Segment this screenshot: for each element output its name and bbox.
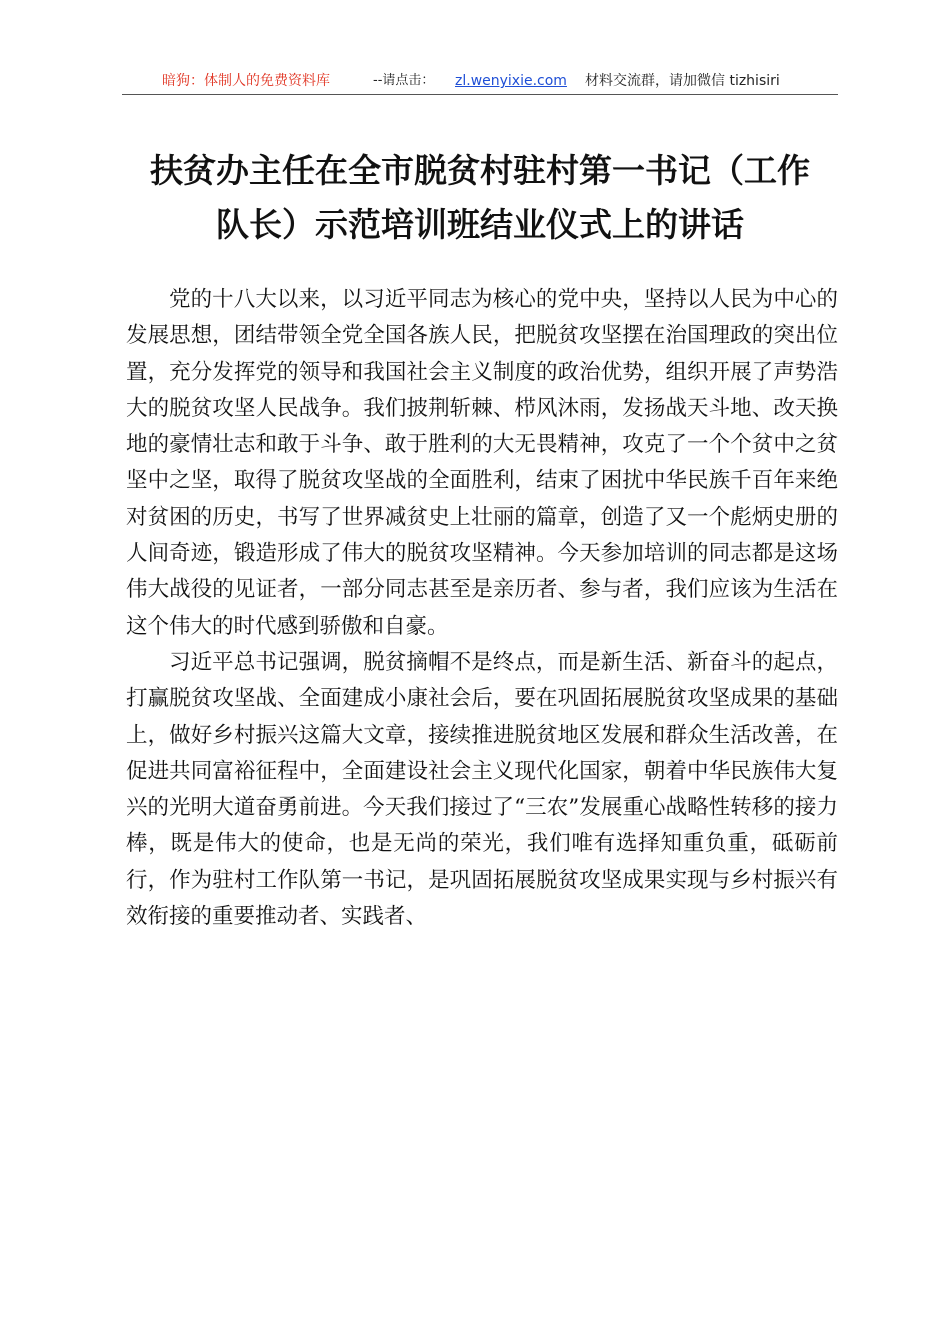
document-body: [126, 282, 838, 935]
document-title: [110, 144, 850, 252]
title-line-1: 扶贫办主任在全市脱贫村驻村第一书记（工作: [150, 151, 810, 190]
header-site-link[interactable]: zl.wenyixie.com: [455, 73, 567, 89]
header-brand-text: 暗狗：体制人的免费资料库: [162, 73, 330, 89]
body-paragraph: 习近平总书记强调，脱贫摘帽不是终点，而是新生活、新奋斗的起点，打赢脱贫攻坚战、全面建成小康社会后，要在巩固拓展脱贫攻坚成果的基础上，做好乡村振兴这篇大文章，接续推进脱贫地区发展和群众生活改善，在促进共同富裕征程中，全面建设社会主义现代化国家，朝着中华民族伟大复兴的光明大道奋勇前进。今天我们接过了“三农”发展重心战略性转移的接力棒，既是伟大的使命，也是无尚的荣光，我们唯有选择知重负重，砥砺前行，作为驻村工作队第一书记，是巩固拓展脱贫攻坚成果实现与乡村振兴有效衔接的重要推动者、实践者、: [126, 649, 838, 930]
header-wechat-text: 材料交流群，请加微信 tizhisiri: [585, 73, 780, 89]
body-paragraph: 党的十八大以来，以习近平同志为核心的党中央，坚持以人民为中心的发展思想，团结带领全党全国各族人民，把脱贫攻坚摆在治国理政的突出位置，充分发挥党的领导和我国社会主义制度的政治优势，组织开展了声势浩大的脱贫攻坚人民战争。我们披荆斩棘、栉风沐雨，发扬战天斗地、改天换地的豪情壮志和敢于斗争、敢于胜利的大无畏精神，攻克了一个个贫中之贫坚中之坚，取得了脱贫攻坚战的全面胜利，结束了困扰中华民族千百年来绝对贫困的历史，书写了世界减贫史上壮丽的篇章，创造了又一个彪炳史册的人间奇迹，锻造形成了伟大的脱贫攻坚精神。今天参加培训的同志都是这场伟大战役的见证者，一部分同志甚至是亲历者、参与者，我们应该为生活在这个伟大的时代感到骄傲和自豪。: [126, 287, 838, 639]
page-header: [122, 68, 838, 95]
title-line-2: 队长）示范培训班结业仪式上的讲话: [216, 205, 744, 244]
header-prompt-text: --请点击：: [373, 73, 435, 88]
